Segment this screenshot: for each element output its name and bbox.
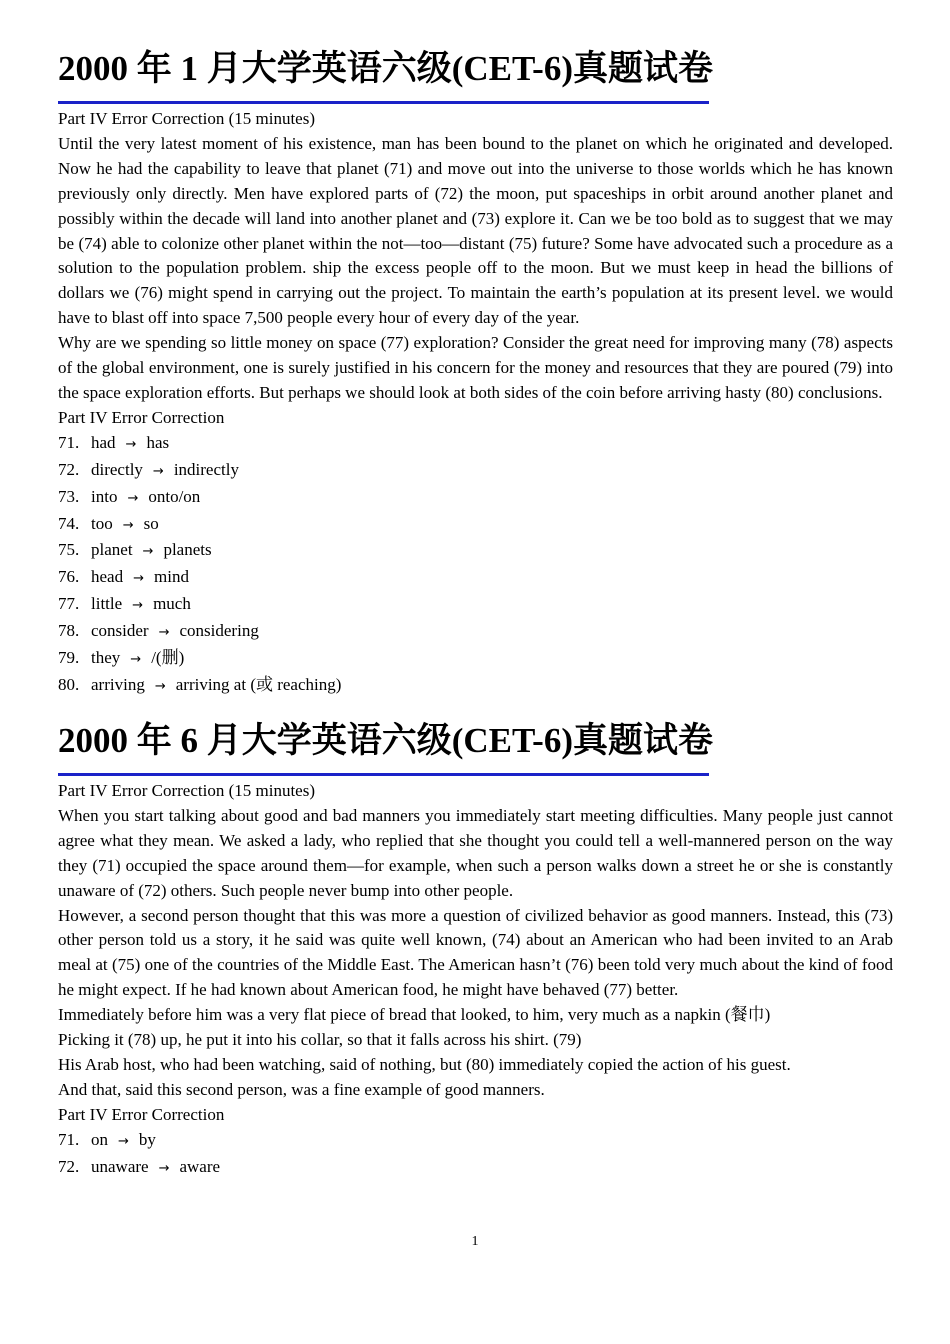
answer-list	[58, 1128, 893, 1182]
part-heading: Part IV Error Correction (15 minutes)	[58, 781, 315, 800]
answer-wrong-word: they	[91, 648, 121, 668]
answer-item	[58, 592, 893, 619]
answer-correction: by	[138, 1129, 156, 1149]
answer-wrong-word: on	[91, 1129, 108, 1149]
answer-wrong-word: head	[91, 567, 124, 587]
answer-wrong-word: little	[91, 594, 123, 614]
passage-paragraph: When you start talking about good and bad manners you immediately start meeting difficulties. Many people just cannot agree what they mean. We asked a lady, who replied that she thought you could tell a well-mannered person on the way they (71) occupied the space around them—for example, when such a person walks down a street he or she is constantly unaware of (72) others. Such people never bump into other people.	[58, 805, 893, 900]
answer-correction: planets	[163, 540, 212, 560]
right-arrow-icon: →	[142, 544, 154, 560]
answer-item	[58, 431, 893, 458]
answer-correction: arriving at (或 reaching)	[175, 674, 342, 694]
part-heading: Part IV Error Correction (15 minutes)	[58, 109, 315, 128]
answer-correction: considering	[179, 621, 259, 641]
passage-paragraph: However, a second person thought that this was more a question of civilized behavior as good manners. Instead, this (73) other person told us a story, it he said was quite well known, (74) about an American who had been invited to an Arab meal at (75) one of the countries of the Middle East. The American hasn’t (76) been told very much about the kind of food he might expect. If he had known about American food, he might have behaved (77) better.	[58, 905, 893, 1000]
answer-correction: mind	[154, 567, 189, 587]
answer-correction: has	[146, 432, 170, 452]
section-title: 2000 年 1 月大学英语六级(CET-6)真题试卷	[58, 49, 713, 88]
answer-list	[58, 431, 893, 700]
right-arrow-icon: →	[158, 625, 170, 641]
answer-item	[58, 512, 893, 539]
right-arrow-icon: →	[118, 1133, 129, 1149]
answer-item	[58, 565, 893, 592]
answer-item	[58, 646, 893, 673]
page-number: 1	[471, 1234, 479, 1249]
answer-number: 79.	[58, 648, 80, 668]
answer-item	[58, 1155, 893, 1182]
answer-correction: aware	[179, 1156, 221, 1176]
answer-wrong-word: directly	[91, 459, 143, 479]
right-arrow-icon: →	[127, 490, 139, 506]
answer-number: 80.	[58, 674, 80, 694]
answer-number: 73.	[58, 486, 80, 506]
answer-item	[58, 485, 893, 512]
section-title: 2000 年 6 月大学英语六级(CET-6)真题试卷	[58, 721, 713, 760]
passage-paragraph: Picking it (78) up, he put it into his collar, so that it falls across his shirt. (79)	[58, 1030, 582, 1050]
answer-wrong-word: consider	[91, 621, 149, 641]
title-underline	[58, 101, 709, 104]
answer-correction: indirectly	[173, 459, 239, 479]
answer-correction: onto/on	[148, 486, 201, 506]
answer-item	[58, 538, 893, 565]
answer-number: 71.	[58, 1129, 80, 1149]
right-arrow-icon: →	[158, 1160, 170, 1176]
passage-paragraph: Immediately before him was a very flat piece of bread that looked, to him, very much as a napkin (餐巾)	[58, 1005, 771, 1025]
answer-number: 76.	[58, 567, 80, 587]
answer-number: 72.	[58, 1156, 80, 1176]
right-arrow-icon: →	[122, 517, 134, 533]
answer-item	[58, 673, 893, 700]
answer-correction: so	[143, 513, 159, 533]
right-arrow-icon: →	[154, 678, 166, 694]
passage-paragraph: Until the very latest moment of his existence, man has been bound to the planet on which he originated and developed. Now he had the capability to leave that planet (71) and move out into the universe to those worlds which he has known previously only directly. Men have explored parts of (72) the moon, put spaceships in orbit around another planet and possibly within the decade will land into another planet and (73) explore it. Can we be too bold as to suggest that we may be (74) able to colonize other planet within the not—too—distant (75) future? Some have advocated such a procedure as a solution to the population problem. ship the excess people off to the moon. But we must keep in head the billions of dollars we (76) might spend in carrying out the project. To maintain the earth’s population at its present level. we would have to blast off into space 7,500 people every hour of every day of the year.	[58, 133, 893, 328]
right-arrow-icon: →	[125, 436, 137, 452]
answer-wrong-word: planet	[91, 540, 133, 560]
answer-wrong-word: into	[91, 486, 118, 506]
section-body	[58, 779, 893, 1182]
section-body	[58, 107, 893, 700]
answer-wrong-word: arriving	[91, 674, 145, 694]
title-underline	[58, 773, 709, 776]
answer-number: 74.	[58, 513, 80, 533]
right-arrow-icon: →	[132, 598, 144, 614]
answer-item	[58, 458, 893, 485]
answer-correction: much	[153, 594, 191, 614]
answer-item	[58, 1128, 893, 1155]
answer-number: 72.	[58, 459, 80, 479]
right-arrow-icon: →	[152, 463, 164, 479]
passage-paragraph: His Arab host, who had been watching, said of nothing, but (80) immediately copied the action of his guest.	[58, 1054, 791, 1074]
answer-number: 75.	[58, 540, 80, 560]
passage-paragraph: And that, said this second person, was a fine example of good manners.	[58, 1079, 545, 1099]
passage-paragraph: Why are we spending so little money on space (77) exploration? Consider the great need for improving many (78) aspects of the global environment, one is surely justified in his concern for the money and resources that they are poured (79) into the space exploration efforts. But perhaps we should look at both sides of the coin before arriving hasty (80) conclusions.	[58, 333, 893, 402]
right-arrow-icon: →	[130, 652, 142, 668]
answer-number: 78.	[58, 621, 80, 641]
answers-heading: Part IV Error Correction	[58, 407, 225, 427]
right-arrow-icon: →	[133, 571, 144, 587]
answer-number: 71.	[58, 432, 80, 452]
answer-wrong-word: unaware	[91, 1156, 149, 1176]
answer-item	[58, 619, 893, 646]
answer-wrong-word: had	[91, 432, 116, 452]
answer-number: 77.	[58, 594, 80, 614]
answer-wrong-word: too	[91, 513, 113, 533]
answers-heading: Part IV Error Correction	[58, 1104, 225, 1124]
answer-correction: /(删)	[151, 648, 185, 668]
